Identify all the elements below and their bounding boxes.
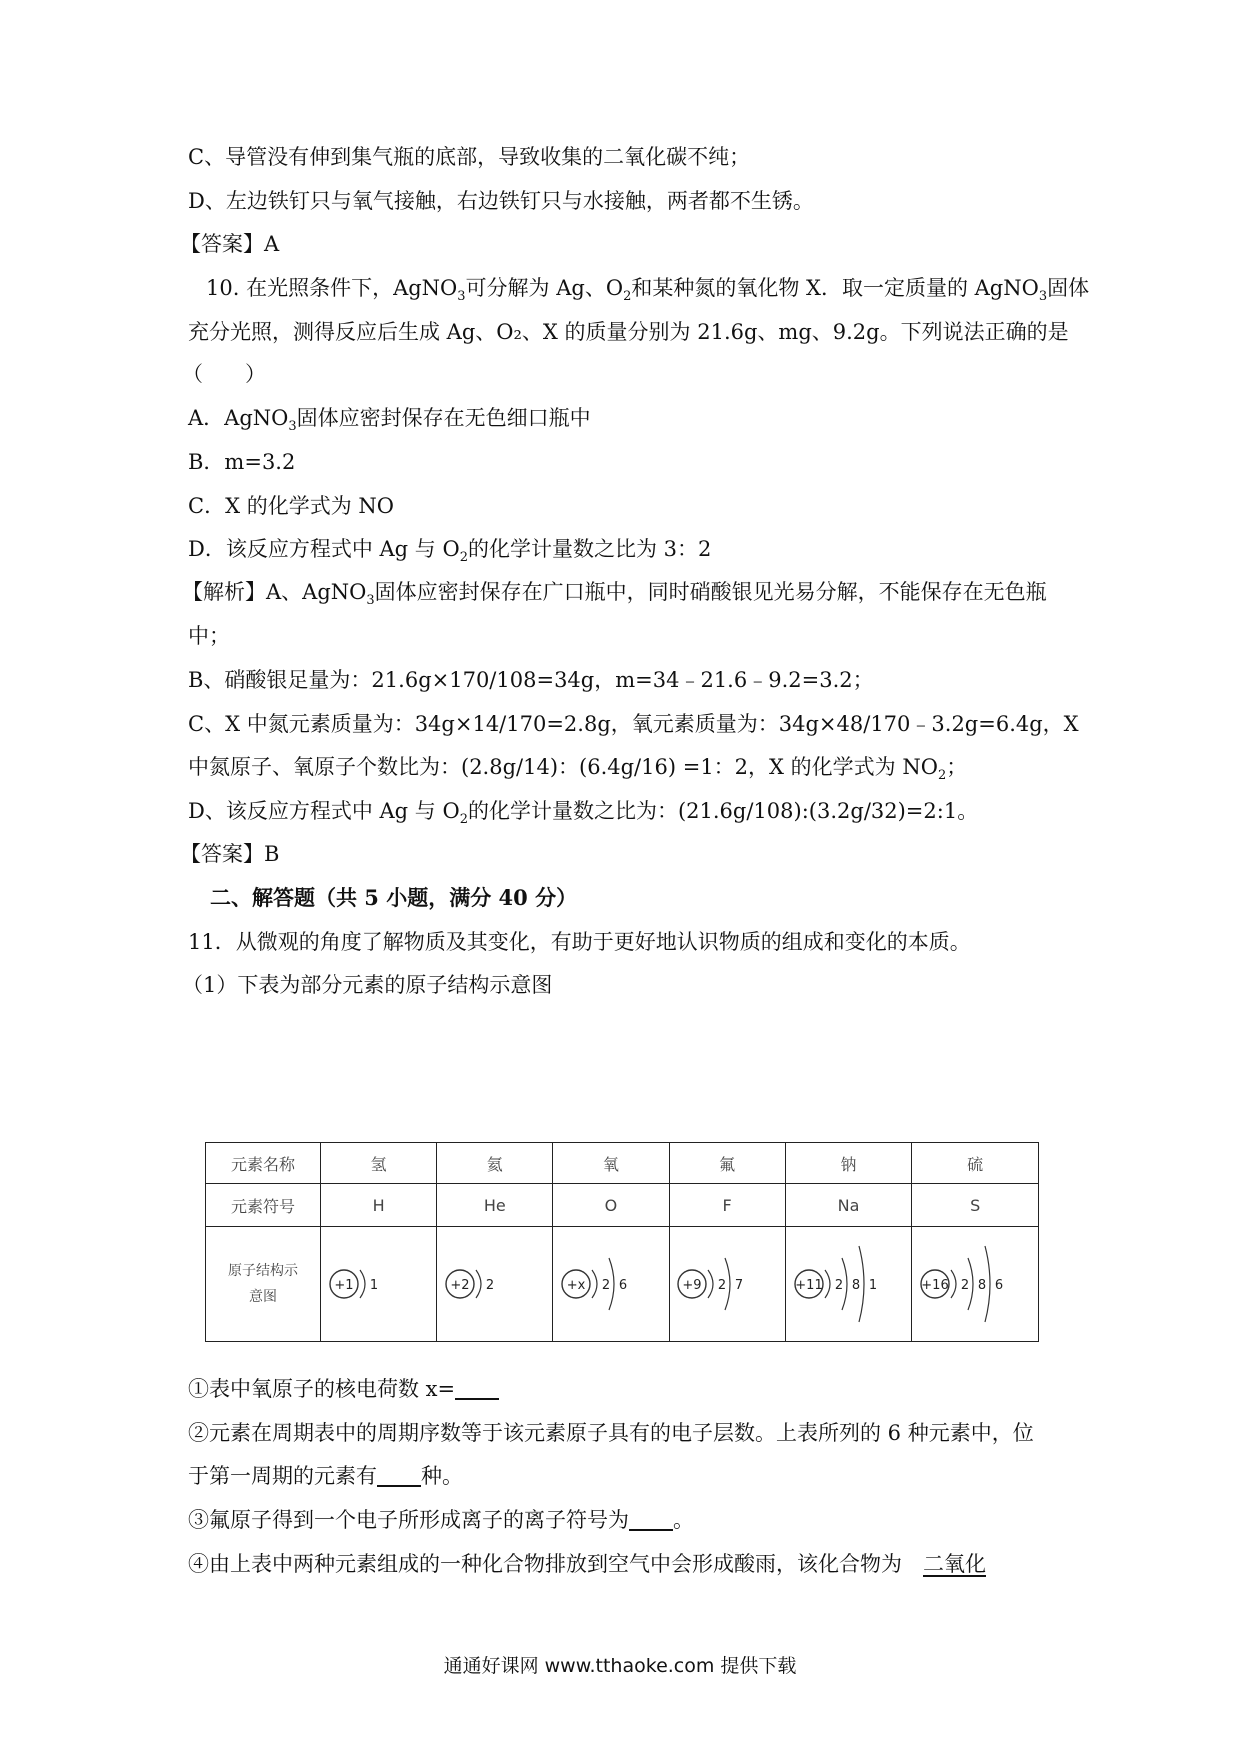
atom-diagram-cell [669,1227,785,1342]
sub-question-2-cont: 于第一周期的元素有 种。 [188,1464,463,1488]
element-name: 硫 [912,1143,1039,1184]
section-heading: 二、解答题（共 5 小题，满分 40 分） [210,885,578,910]
electron-count: 2 [485,1278,494,1293]
element-name: 氢 [321,1143,437,1184]
analysis-a: 【解析】A、AgNO$_3$固体应密封保存在广口瓶中，同时硝酸银见光易分解，不能保存在无色瓶 [182,580,1047,609]
row-header: 元素名称 [206,1143,321,1184]
option-c: C．X 的化学式为 NO [188,494,394,518]
element-name: 氧 [553,1143,669,1184]
atom-diagram [915,1234,1035,1334]
answer-blank[interactable] [629,1507,673,1531]
answer-label: 【答案】A [180,232,280,256]
atom-diagram-cell [437,1227,553,1342]
electron-count: 2 [961,1278,970,1293]
nucleus-charge: +1 [333,1278,354,1293]
atom-diagram [556,1239,666,1329]
answer-blank[interactable] [455,1376,499,1400]
text-line: 充分光照，测得反应后生成 Ag、O₂、X 的质量分别为 21.6g、mg、9.2g。下列说法正确的是 [188,320,1069,344]
answer-blank-paren: （ ） [182,362,266,386]
text-line: D、左边铁钉只与氧气接触，右边铁钉只与水接触，两者都不生锈。 [188,189,814,213]
question-10: 10. 在光照条件下，AgNO$_3$可分解为 Ag、$O_2$和某种氮的氧化物 X．取一定质量的 AgNO$_3$固体 [206,276,1090,305]
element-symbol: Na [785,1184,912,1227]
row-header: 元素符号 [206,1184,321,1227]
page-footer: 通通好课网 www.tthaoke.com 提供下载 [443,1655,797,1677]
text-line: 中； [188,624,230,648]
element-symbol: He [437,1184,553,1227]
electron-count: 1 [369,1278,378,1293]
nucleus-charge: +9 [682,1278,702,1293]
electron-count: 1 [868,1278,877,1293]
text-line: C、导管没有伸到集气瓶的底部，导致收集的二氧化碳不纯； [188,145,751,169]
electron-count: 8 [978,1278,987,1293]
electron-count: 6 [618,1278,628,1293]
atomic-structure-table [205,1142,1039,1342]
element-name: 钠 [785,1143,912,1184]
atom-diagram-cell [912,1227,1039,1342]
atom-diagram [789,1234,909,1334]
element-symbol: H [321,1184,437,1227]
electron-count: 2 [601,1278,611,1293]
table-row [206,1227,1039,1342]
electron-shell-arc [360,1270,365,1298]
option-a: A．AgNO$_3$固体应密封保存在无色细口瓶中 [188,406,591,435]
table-row [206,1184,1039,1227]
answer-blank[interactable] [377,1463,421,1487]
element-symbol: S [912,1184,1039,1227]
sub-question-4: ④由上表中两种元素组成的一种化合物排放到空气中会形成酸雨，该化合物为 二氧化 [188,1552,986,1576]
analysis-c-cont: 中氮原子、氧原子个数比为：(2.8g/14)：(6.4g/16) =1：2，X 的化学式为 $NO_2$； [188,755,968,784]
atom-diagram-cell [553,1227,669,1342]
analysis-b: B、硝酸银足量为：21.6g×170/108=34g，m=34﹣21.6﹣9.2=3.2； [188,668,874,692]
electron-count: 2 [834,1278,843,1293]
electron-shell-arc [951,1270,956,1298]
sub-question: （1）下表为部分元素的原子结构示意图 [182,973,553,997]
electron-count: 2 [717,1278,727,1293]
answer-label: 【答案】B [180,842,280,866]
row-header [206,1227,321,1342]
analysis-c: C、X 中氮元素质量为：34g×14/170=2.8g，氧元素质量为：34g×48/170﹣3.2g=6.4g，X [188,712,1079,736]
row-header-line: 原子结构示 [228,1263,298,1279]
electron-shell-arc [476,1270,481,1298]
element-symbol: F [669,1184,785,1227]
electron-shell-arc [592,1270,597,1298]
element-symbol: O [553,1184,669,1227]
electron-shell-arc [708,1270,713,1298]
sub-question-1: ①表中氧原子的核电荷数 x= [188,1375,499,1403]
atom-diagram [324,1239,434,1329]
sub-question-2: ②元素在周期表中的周期序数等于该元素原子具有的电子层数。上表所列的 6 种元素中，位 [188,1421,1034,1445]
atom-diagram [440,1239,550,1329]
electron-shell-arc [825,1270,830,1298]
electron-count: 8 [851,1278,860,1293]
electron-count: 6 [995,1278,1004,1293]
element-name: 氦 [437,1143,553,1184]
atom-diagram-cell [321,1227,437,1342]
element-name: 氟 [669,1143,785,1184]
nucleus-charge: +2 [450,1278,470,1293]
atom-diagram [672,1239,782,1329]
nucleus-charge: +11 [794,1278,823,1293]
analysis-d: D、该反应方程式中 Ag 与 $O_2$的化学计量数之比为：(21.6g/108):(3.2g/32)=2:1。 [188,799,979,828]
nucleus-charge: +16 [921,1278,949,1293]
filled-answer: 二氧化 [923,1552,986,1576]
nucleus-charge: +x [566,1278,586,1293]
option-b: B．m=3.2 [188,450,296,474]
electron-count: 7 [734,1278,744,1293]
option-d: D．该反应方程式中 Ag 与 $O_2$的化学计量数之比为 3：2 [188,537,712,566]
atom-diagram-cell [785,1227,912,1342]
row-header-line: 意图 [249,1289,277,1305]
question-11: 11．从微观的角度了解物质及其变化，有助于更好地认识物质的组成和变化的本质。 [188,930,971,954]
table-row [206,1143,1039,1184]
sub-question-3: ③氟原子得到一个电子所形成离子的离子符号为 。 [188,1508,694,1532]
